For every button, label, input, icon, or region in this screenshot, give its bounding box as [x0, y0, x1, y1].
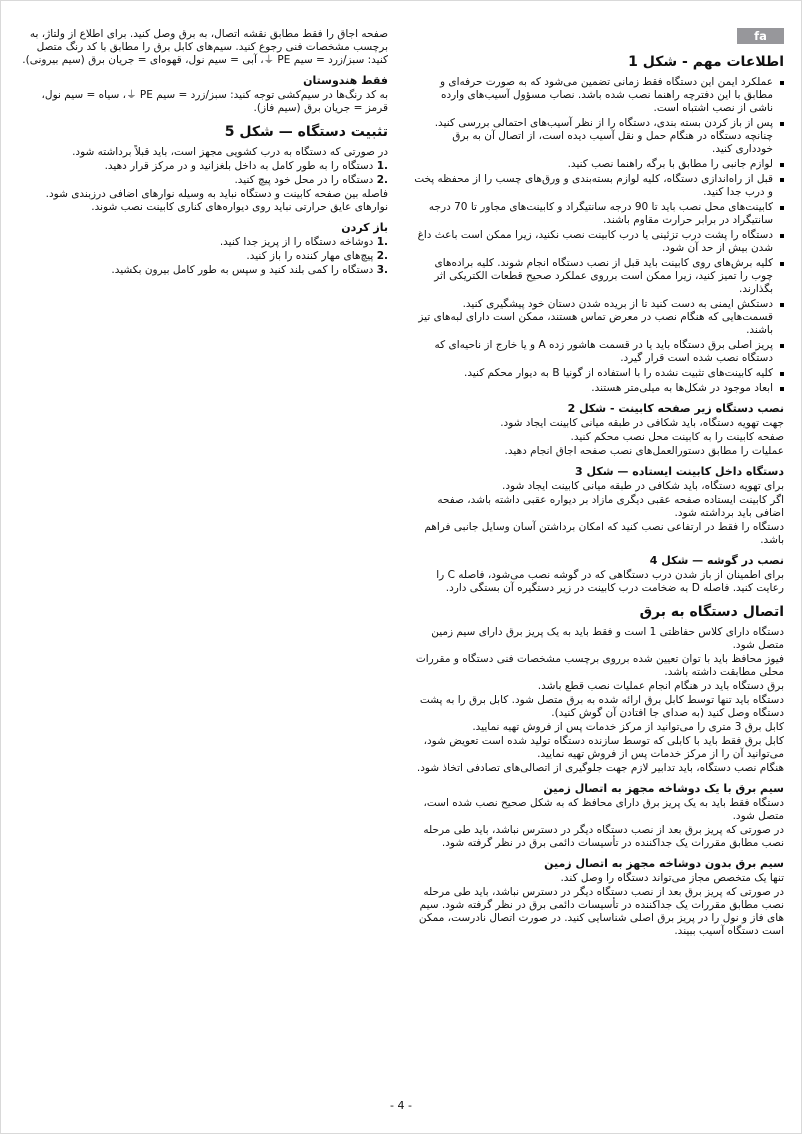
bullet-item [414, 229, 784, 255]
column-right [414, 28, 784, 939]
bullet-square-icon [780, 344, 784, 348]
numbered-step [18, 250, 388, 263]
bullet-item [414, 201, 784, 227]
paragraph: به كد رنگ‌ها در سيم‌كشی توجه كنيد: سبز/زرد = سيم PE ⏚، سياه = سيم نول، قرمز = جريان برق (سيم فاز). [41, 89, 388, 114]
step-text: دوشاخه دستگاه را از پريز جدا كنيد. [219, 236, 374, 248]
text-columns [18, 28, 784, 939]
section-heading: سيم برق با يک دوشاخه مجهز به اتصال زمين [543, 782, 784, 795]
paragraph: هنگام نصب دستگاه، بايد تدابير لازم جهت جلوگيری از اتصالی‌های تصادفی اتخاذ شود. [416, 762, 784, 774]
bullet-square-icon [780, 372, 784, 376]
bullet-text: لوازم جانبی را مطابق با برگه راهنما نصب كنيد. [567, 158, 773, 170]
bullet-text: عملكرد ايمن اين دستگاه فقط زمانی تضمين می‌شود كه به صورت حرفه‌ای و مطابق با اين دفترچه راهنما نصب شده باشد. نصاب مسؤول آسيب‌های وارده ناشی از نصب اشتباه است. [439, 76, 773, 114]
paragraph: عمليات را مطابق دستورالعمل‌های نصب صفحه اجاق انجام دهيد. [504, 445, 784, 457]
bullet-square-icon [780, 262, 784, 266]
paragraph: دستگاه را فقط در ارتفاعی نصب كنيد كه امكان برداشتن آسان وسايل جانبی فراهم باشد. [424, 521, 784, 546]
bullet-item [414, 76, 784, 115]
section-heading: اتصال دستگاه به برق [639, 604, 784, 620]
bullet-text: دستكش ايمنی به دست كنيد تا از بريده شدن دستان خود پيشگيری كنيد. قسمت‌هايی كه هنگام نصب در معرض تماس هستند، ممكن است دارای لبه‌های تيز باشند. [418, 298, 773, 336]
section-heading: نصب در گوشه — شكل 4 [649, 554, 784, 567]
bullet-square-icon [780, 122, 784, 126]
bullet-square-icon [780, 206, 784, 210]
paragraph: برای اطمينان از باز شدن درب دستگاهی كه در گوشه نصب می‌شود، فاصله C را رعايت كنيد. فاصله D به ضخامت درب كابينت در زير دستگيره آن بستگی دارد. [436, 569, 784, 594]
bullet-text: كليه برش‌های روی كابينت بايد قبل از نصب دستگاه انجام شوند. كليه براده‌های چوب را تميز كنيد، زيرا ممكن است برروی عملكرد صحيح قطعات الكتريكی اثر بگذارند. [434, 257, 773, 295]
numbered-step [18, 174, 388, 187]
column-left [18, 28, 388, 939]
step-number: 2. [376, 174, 388, 186]
paragraph: در صورتی كه پريز برق بعد از نصب دستگاه ديگر در دسترس نباشد، بايد طی مرحله نصب مطابق مقررات يک جداكننده در تأسيسات دائمی برق در نظر گرفته شود. سيم های فاز و نول را در پريز برق اصلی شناسايی كنيد. در صورت اتصال نادرست، ممكن است دستگاه آسيب ببيند. [418, 886, 784, 937]
step-number: 1. [376, 236, 388, 248]
bullet-text: كابينت‌های محل نصب بايد تا 90 درجه سانتيگراد و كابينت‌های مجاور تا 70 درجه سانتيگراد در برابر حرارت مقاوم باشند. [428, 201, 773, 226]
step-text: پيچ‌های مهار كننده را باز كنيد. [246, 250, 374, 262]
bullet-text: كليه كابينت‌های تثبيت نشده را با استفاده از گونيا B به ديوار محكم كنيد. [464, 367, 773, 379]
section-heading: تثبيت دستگاه — شكل 5 [224, 124, 388, 140]
bullet-text: پس از باز كردن بسته بندی، دستگاه را از نظر آسيب‌های احتمالی بررسی كنيد. چنانچه دستگاه در هنگام حمل و نقل آسيب ديده است، از اتصال آن به برق خودداری كنيد. [434, 117, 773, 155]
paragraph: دستگاه دارای كلاس حفاظتی 1 است و فقط بايد به يک پريز برق دارای سيم زمين متصل شود. [431, 626, 784, 651]
bullet-item [414, 382, 784, 395]
section-heading: اطلاعات مهم - شكل 1 [628, 54, 784, 70]
section-heading: دستگاه داخل كابينت ايستاده — شكل 3 [575, 465, 784, 478]
bullet-item [414, 158, 784, 171]
bullet-item [414, 298, 784, 337]
section-heading: باز كردن [341, 221, 388, 234]
bullet-square-icon [780, 178, 784, 182]
paragraph: در صورتی كه پريز برق بعد از نصب دستگاه ديگر در دسترس نباشد، بايد طی مرحله نصب مطابق مقررات يک جداكننده در تأسيسات دائمی برق در نظر گرفته شود. [423, 824, 784, 849]
bullet-square-icon [780, 234, 784, 238]
bullet-text: ابعاد موجود در شكل‌ها به ميلی‌متر هستند. [591, 382, 773, 394]
paragraph: تنها يک متخصص مجاز می‌تواند دستگاه را وصل كند. [560, 872, 784, 884]
paragraph: فاصله بين صفحه كابينت و دستگاه نبايد به وسيله نوارهای اضافی درزبندی شود. نوارهای عايق حرارتی نبايد روی ديواره‌های كناری كابينت نصب شوند. [45, 188, 388, 213]
paragraph: جهت تهويه دستگاه، بايد شكافی در طبقه ميانی كابينت ايجاد شود. [500, 417, 784, 429]
numbered-step [18, 160, 388, 173]
paragraph: در صورتی كه دستگاه به درب كشويی مجهز است، بايد قبلاً برداشته شود. [72, 146, 388, 158]
bullet-square-icon [780, 163, 784, 167]
paragraph: صفحه اجاق را فقط مطابق نقشه اتصال، به برق وصل كنيد. برای اطلاع از ولتاژ، به برچسب مشخصات فنی رجوع كنيد. سيم‌های كابل برق را مطابق با كد رنگ متصل كنيد: سبز/زرد = سيم PE ⏚، آبی = سيم نول، قهوه‌ای = جريان برق (سيم بيرونی). [22, 28, 388, 66]
paragraph: برق دستگاه بايد در هنگام انجام عمليات نصب قطع باشد. [537, 680, 784, 692]
step-number: 2. [376, 250, 388, 262]
bullet-text: دستگاه را پشت درب تزئينی يا درب كابينت نصب نكنيد، زيرا ممكن است باعث داغ شدن بيش از حد آن شود. [417, 229, 773, 254]
bullet-item [414, 257, 784, 296]
step-text: دستگاه را به طور كامل به داخل بلغزانيد و در مركز قرار دهيد. [104, 160, 374, 172]
language-tag-badge: fa [737, 28, 784, 44]
paragraph: فيوز محافظ بايد با توان تعيين شده برروی برچسب مشخصات فنی دستگاه و مقررات محلی مطابقت داشته باشد. [415, 653, 784, 678]
section-heading: نصب دستگاه زير صفحه كابينت - شكل 2 [567, 402, 784, 415]
paragraph: كابل برق فقط بايد با كابلی كه توسط سازنده دستگاه توليد شده است تعويض شود، می‌توانيد آن را از مركز خدمات پس از فروش تهيه نماييد. [423, 735, 784, 760]
bullet-square-icon [780, 81, 784, 85]
paragraph: كابل برق 3 متری را می‌توانيد از مركز خدمات پس از فروش تهيه نماييد. [472, 721, 784, 733]
section-heading: سيم برق بدون دوشاخه مجهز به اتصال زمين [544, 857, 784, 870]
numbered-step [18, 264, 388, 277]
bullet-square-icon [780, 303, 784, 307]
page-number: - 4 - [390, 1099, 412, 1112]
section-heading: فقط هندوستان [303, 74, 388, 87]
paragraph: دستگاه بايد تنها توسط كابل برق ارائه شده به برق متصل شود. كابل برق را به پشت دستگاه وصل كنيد (به صدای جا افتادن آن گوش كنيد). [419, 694, 784, 719]
paragraph: صفحه كابينت را به كابينت محل نصب محكم كنيد. [570, 431, 784, 443]
paragraph: اگر كابينت ايستاده صفحه عقبی ديگری مازاد بر ديواره عقبی داشته باشد، صفحه اضافی بايد برداشته شود. [437, 494, 784, 519]
numbered-step [18, 236, 388, 249]
step-number: 3. [376, 264, 388, 276]
bullet-item [414, 367, 784, 380]
bullet-square-icon [780, 387, 784, 391]
paragraph: برای تهويه دستگاه، بايد شكافی در طبقه ميانی كابينت ايجاد شود. [502, 480, 784, 492]
bullet-item [414, 339, 784, 365]
bullet-text: قبل از راه‌اندازی دستگاه، كليه لوازم بسته‌بندی و ورق‌های چسب را از محفظه پخت و درب جدا كنيد. [414, 173, 773, 198]
step-text: دستگاه را در محل خود پيچ كنيد. [234, 174, 374, 186]
step-text: دستگاه را كمی بلند كنيد و سپس به طور كامل بيرون بكشيد. [111, 264, 374, 276]
bullet-text: پريز اصلی برق دستگاه بايد يا در قسمت هاشور زده A و يا خارج از ناحيه‌ای كه دستگاه نصب شده است قرار گيرد. [434, 339, 773, 364]
bullet-item [414, 117, 784, 156]
bullet-item [414, 173, 784, 199]
step-number: 1. [376, 160, 388, 172]
paragraph: دستگاه فقط بايد به يک پريز برق دارای محافظ كه به شكل صحيح نصب شده است، متصل شود. [423, 797, 784, 822]
